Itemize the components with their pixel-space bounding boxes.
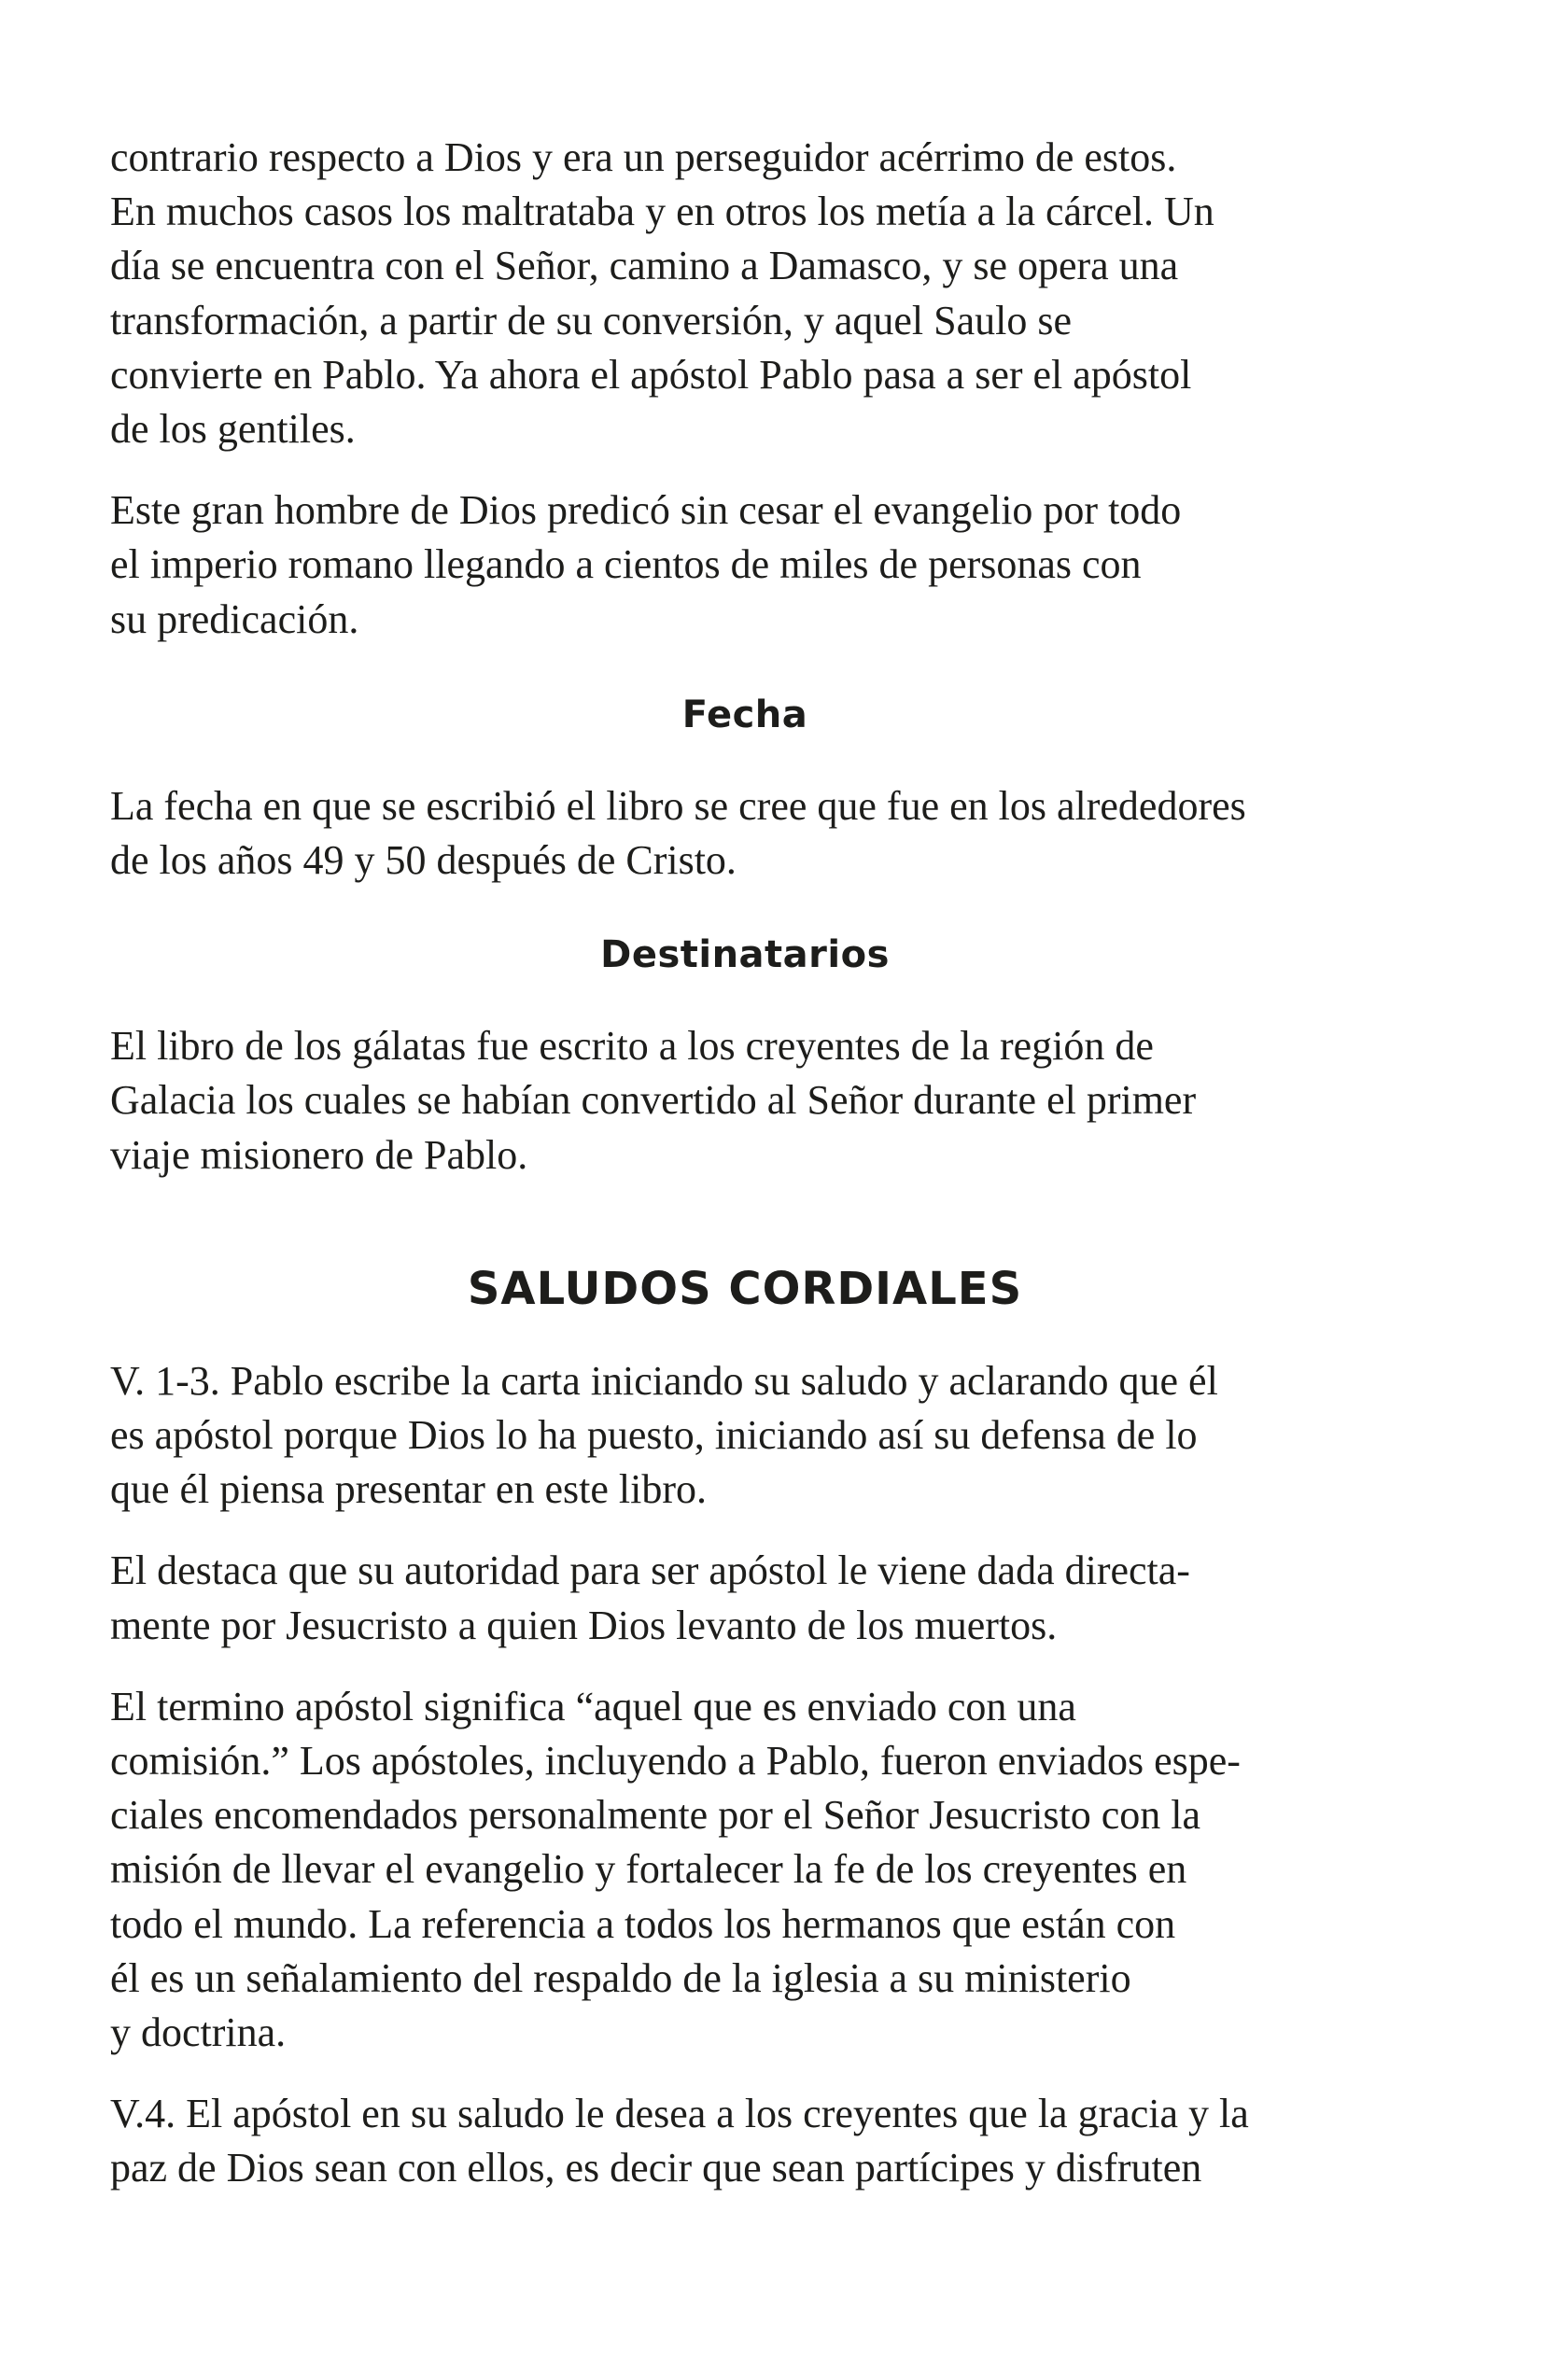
fecha-paragraph: La fecha en que se escribió el libro se cree que fue en los alrededores de los años 49 y 50 después de Cristo. (110, 782, 1246, 884)
saludos-paragraph-4: V.4. El apóstol en su saludo le desea a los creyentes que la gracia y la paz de Dios sean con ellos, es decir que sean partícipes y disfruten (110, 2091, 1249, 2191)
intro-paragraph-1: contrario respecto a Dios y era un perseguidor acérrimo de estos. En muchos casos los maltrataba y en otros los metía a la cárcel. Un día se encuentra con el Señor, camino a Damasco, y se opera una transformación, a partir de su conversión, y aquel Saulo se convierte en Pablo. Ya ahora el apóstol Pablo pasa a ser el apóstol de los gentiles. (110, 134, 1214, 453)
saludos-paragraph-2: El destaca que su autoridad para ser apóstol le viene dada directa- mente por Jesucristo a quien Dios levanto de los muertos. (110, 1547, 1190, 1648)
destinatarios-heading: Destinatarios (600, 933, 890, 977)
saludos-paragraph-3: El termino apóstol significa “aquel que es enviado con una comisión.” Los apóstoles, incluyendo a Pablo, fueron enviados espe- ciales encomendados personalmente por el Señor Jesucristo con la misión de llevar el evangelio y fortalecer la fe de los creyentes en todo el mundo. La referencia a todos los hermanos que están con él es un señalamiento del respaldo de la iglesia a su ministerio y doctrina. (110, 1683, 1241, 2056)
intro-paragraph-2: Este gran hombre de Dios predicó sin cesar el evangelio por todo el imperio romano llegando a cientos de miles de personas con su predicación. (110, 487, 1182, 642)
fecha-heading: Fecha (681, 693, 808, 736)
saludos-cordiales-title: SALUDOS CORDIALES (467, 1262, 1023, 1315)
destinatarios-paragraph: El libro de los gálatas fue escrito a los creyentes de la región de Galacia los cuales se habían convertido al Señor durante el primer viaje misionero de Pablo. (110, 1023, 1197, 1178)
book-page (110, 131, 1380, 2223)
saludos-paragraph-1: V. 1-3. Pablo escribe la carta iniciando su saludo y aclarando que él es apóstol porque Dios lo ha puesto, iniciando así su defensa de lo que él piensa presentar en este libro. (110, 1357, 1218, 1513)
